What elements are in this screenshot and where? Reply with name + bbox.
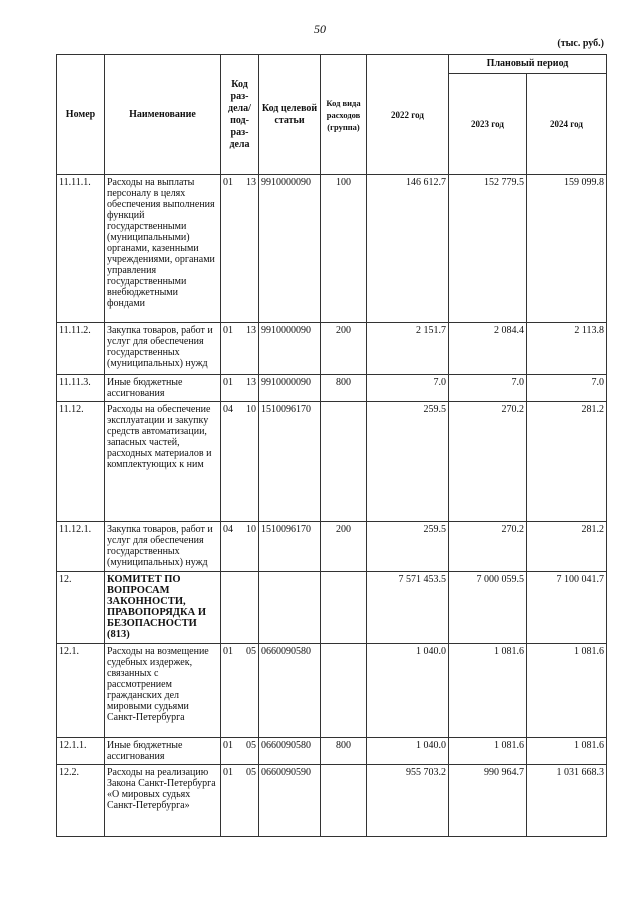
row-amount-2023: 7.0 <box>449 375 527 402</box>
row-name: Закупка товаров, работ и услуг для обеспечения государственных (муниципальных) нужд <box>105 323 221 375</box>
row-amount-2023: 152 779.5 <box>449 175 527 323</box>
row-amount-2023: 2 084.4 <box>449 323 527 375</box>
row-section: 01 <box>223 325 233 336</box>
table-row <box>57 323 607 375</box>
row-amount-2022: 7 571 453.5 <box>367 572 449 644</box>
row-target-code: 0660090580 <box>259 738 321 765</box>
header-year-2022: 2022 год <box>367 55 449 175</box>
row-number: 11.11.2. <box>57 323 105 375</box>
row-expense-type <box>321 765 367 837</box>
table-row <box>57 644 607 738</box>
row-subsection: 05 <box>246 740 256 751</box>
row-target-code: 9910000090 <box>259 323 321 375</box>
row-amount-2024: 281.2 <box>527 402 607 522</box>
row-number: 12.2. <box>57 765 105 837</box>
row-section-code <box>221 765 259 837</box>
row-section-code <box>221 644 259 738</box>
row-name: Закупка товаров, работ и услуг для обеспечения государственных (муниципальных) нужд <box>105 522 221 572</box>
row-subsection: 05 <box>246 646 256 657</box>
table-body <box>57 175 607 837</box>
row-name: Расходы на возмещение судебных издержек, связанных с рассмотрением гражданских дел мировыми судьями Санкт-Петербурга <box>105 644 221 738</box>
units-label: (тыс. руб.) <box>557 38 604 49</box>
row-expense-type: 100 <box>321 175 367 323</box>
row-amount-2022: 146 612.7 <box>367 175 449 323</box>
row-number: 11.11.3. <box>57 375 105 402</box>
row-target-code <box>259 572 321 644</box>
row-expense-type <box>321 644 367 738</box>
row-section-code <box>221 572 259 644</box>
row-amount-2024: 159 099.8 <box>527 175 607 323</box>
row-section: 01 <box>223 767 233 778</box>
row-section-code <box>221 323 259 375</box>
row-target-code: 9910000090 <box>259 175 321 323</box>
row-section: 01 <box>223 740 233 751</box>
row-subsection: 13 <box>246 177 256 188</box>
row-target-code: 9910000090 <box>259 375 321 402</box>
row-expense-type <box>321 402 367 522</box>
row-amount-2022: 259.5 <box>367 522 449 572</box>
row-name: Расходы на обеспечение эксплуатации и закупку средств автоматизации, запасных частей, расходных материалов и комплектующих к ним <box>105 402 221 522</box>
row-amount-2022: 259.5 <box>367 402 449 522</box>
row-subsection: 10 <box>246 524 256 535</box>
row-section: 04 <box>223 524 233 535</box>
row-target-code: 1510096170 <box>259 402 321 522</box>
table-row <box>57 572 607 644</box>
row-amount-2024: 1 031 668.3 <box>527 765 607 837</box>
row-name: Иные бюджетные ассигнования <box>105 738 221 765</box>
row-section-code <box>221 522 259 572</box>
row-number: 12. <box>57 572 105 644</box>
row-name: Расходы на выплаты персоналу в целях обеспечения выполнения функций государственными (муниципальными) органами, казенными учреждениями, органами управления государственными внебюджетными фондами <box>105 175 221 323</box>
row-number: 12.1. <box>57 644 105 738</box>
row-amount-2023: 1 081.6 <box>449 738 527 765</box>
header-target-code: Код целевой статьи <box>259 55 321 175</box>
row-name: КОМИТЕТ ПО ВОПРОСАМ ЗАКОННОСТИ, ПРАВОПОРЯДКА И БЕЗОПАСНОСТИ (813) <box>105 572 221 644</box>
row-section: 01 <box>223 177 233 188</box>
row-amount-2024: 2 113.8 <box>527 323 607 375</box>
table-row <box>57 738 607 765</box>
row-amount-2023: 270.2 <box>449 402 527 522</box>
header-expense-type: Код вида расходов (группа) <box>321 55 367 175</box>
row-expense-type <box>321 572 367 644</box>
row-expense-type: 800 <box>321 375 367 402</box>
row-section: 01 <box>223 646 233 657</box>
row-amount-2024: 7.0 <box>527 375 607 402</box>
row-section: 01 <box>223 377 233 388</box>
row-expense-type: 800 <box>321 738 367 765</box>
row-expense-type: 200 <box>321 323 367 375</box>
header-section-code: Код раз-дела/ под-раз-дела <box>221 55 259 175</box>
row-section-code <box>221 175 259 323</box>
row-amount-2022: 2 151.7 <box>367 323 449 375</box>
row-amount-2024: 281.2 <box>527 522 607 572</box>
row-target-code: 0660090580 <box>259 644 321 738</box>
row-subsection: 10 <box>246 404 256 415</box>
row-section: 04 <box>223 404 233 415</box>
row-amount-2023: 270.2 <box>449 522 527 572</box>
row-amount-2022: 955 703.2 <box>367 765 449 837</box>
row-amount-2022: 1 040.0 <box>367 738 449 765</box>
row-amount-2024: 7 100 041.7 <box>527 572 607 644</box>
row-amount-2022: 1 040.0 <box>367 644 449 738</box>
row-subsection: 13 <box>246 377 256 388</box>
row-section-code <box>221 375 259 402</box>
row-amount-2023: 990 964.7 <box>449 765 527 837</box>
page-number: 50 <box>314 22 326 36</box>
row-target-code: 0660090590 <box>259 765 321 837</box>
row-section-code <box>221 738 259 765</box>
row-amount-2023: 1 081.6 <box>449 644 527 738</box>
header-year-2024: 2024 год <box>527 74 607 175</box>
row-number: 11.12.1. <box>57 522 105 572</box>
row-amount-2022: 7.0 <box>367 375 449 402</box>
row-name: Иные бюджетные ассигнования <box>105 375 221 402</box>
row-name: Расходы на реализацию Закона Санкт-Петербурга «О мировых судьях Санкт-Петербурга» <box>105 765 221 837</box>
table-header <box>57 55 607 175</box>
row-number: 11.12. <box>57 402 105 522</box>
row-amount-2024: 1 081.6 <box>527 738 607 765</box>
table-row <box>57 402 607 522</box>
table-row <box>57 175 607 323</box>
row-number: 11.11.1. <box>57 175 105 323</box>
row-amount-2023: 7 000 059.5 <box>449 572 527 644</box>
row-expense-type: 200 <box>321 522 367 572</box>
row-section-code <box>221 402 259 522</box>
header-plan-period: Плановый период <box>449 55 607 74</box>
header-name: Наименование <box>105 55 221 175</box>
table-row <box>57 375 607 402</box>
row-target-code: 1510096170 <box>259 522 321 572</box>
row-subsection: 05 <box>246 767 256 778</box>
row-subsection: 13 <box>246 325 256 336</box>
table-row <box>57 765 607 837</box>
header-year-2023: 2023 год <box>449 74 527 175</box>
budget-table <box>56 54 607 837</box>
row-amount-2024: 1 081.6 <box>527 644 607 738</box>
table-row <box>57 522 607 572</box>
row-number: 12.1.1. <box>57 738 105 765</box>
header-number: Номер <box>57 55 105 175</box>
